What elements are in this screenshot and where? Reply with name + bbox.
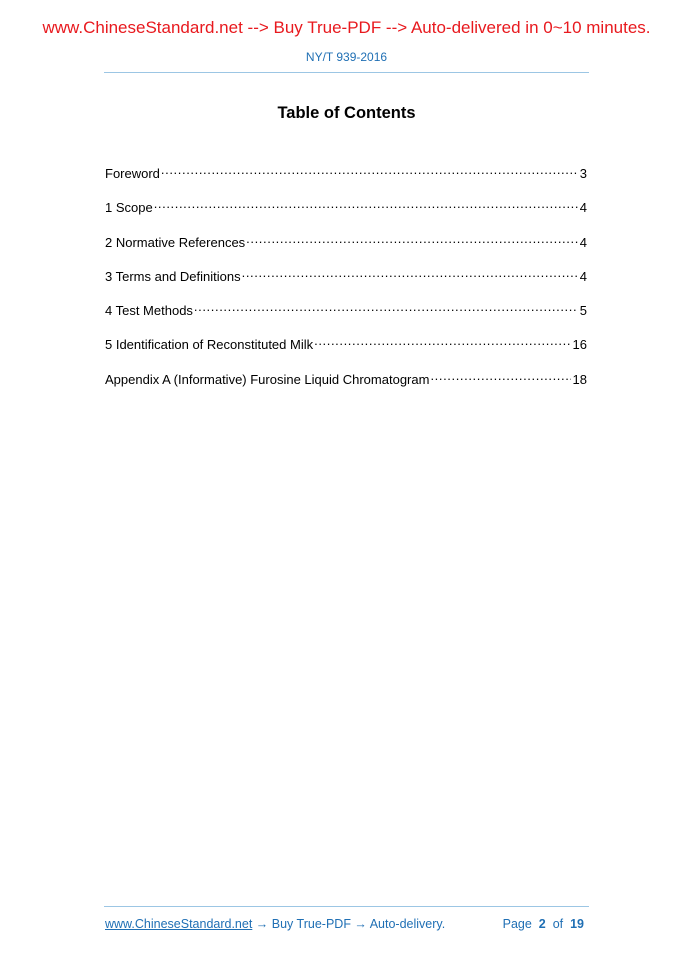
toc-entry-page: 3: [579, 166, 587, 181]
toc-entry-foreword[interactable]: [105, 162, 587, 196]
page-number: [503, 916, 584, 932]
toc-entry-page: 4: [579, 268, 587, 284]
header-divider: [104, 72, 589, 73]
page-total: 19: [570, 917, 584, 931]
toc-entry-normative-references[interactable]: [105, 231, 587, 265]
toc-entry-page: 4: [579, 200, 587, 216]
toc-entry-label: 4 Test Methods: [105, 303, 193, 319]
toc-entry-label: Appendix A (Informative) Furosine Liquid Chromatogram: [105, 371, 430, 387]
toc-entry-page: 5: [579, 303, 587, 319]
arrow-right-icon: →: [350, 917, 370, 931]
footer-buy-text: Buy True-PDF: [271, 917, 351, 931]
toc-leader-dots: [430, 368, 570, 384]
toc-entry-page: 4: [579, 234, 587, 250]
toc-leader-dots: [154, 196, 578, 212]
footer-delivery-text: Auto-delivery.: [369, 917, 446, 931]
toc-entry-page: 16: [572, 337, 587, 353]
promo-banner[interactable]: www.ChineseStandard.net --> Buy True-PDF --> Auto-delivered in 0~10 minutes.: [42, 18, 651, 37]
toc-leader-dots: [194, 299, 578, 315]
toc-leader-dots: [161, 162, 578, 178]
toc-entry-test-methods[interactable]: [105, 299, 587, 333]
page-word: Page: [502, 917, 532, 931]
toc-entry-reconstituted-milk[interactable]: [105, 333, 587, 367]
toc-entry-label: 3 Terms and Definitions: [105, 268, 241, 284]
toc-entry-label: 2 Normative References: [105, 234, 246, 250]
document-code: NY/T 939-2016: [305, 50, 388, 64]
toc-leader-dots: [314, 333, 570, 349]
toc-entry-label: 5 Identification of Reconstituted Milk: [105, 337, 314, 353]
toc-title: Table of Contents: [277, 104, 416, 122]
toc-entry-terms-definitions[interactable]: [105, 265, 587, 299]
footer-divider: [104, 906, 589, 907]
toc-entry-label: Foreword: [105, 166, 160, 181]
footer-site-link[interactable]: www.ChineseStandard.net: [105, 917, 253, 931]
toc-entry-page: 18: [572, 371, 587, 387]
toc-entry-label: 1 Scope: [105, 200, 153, 216]
page-footer: [105, 916, 587, 932]
toc-entry-scope[interactable]: [105, 196, 587, 230]
toc-leader-dots: [242, 265, 578, 281]
of-word: of: [552, 917, 564, 931]
footer-promo: [105, 916, 445, 932]
toc-leader-dots: [246, 231, 578, 247]
toc-list: [105, 162, 587, 402]
arrow-right-icon: →: [252, 917, 272, 931]
toc-entry-appendix-a[interactable]: [105, 368, 587, 402]
page-current: 2: [538, 917, 546, 931]
